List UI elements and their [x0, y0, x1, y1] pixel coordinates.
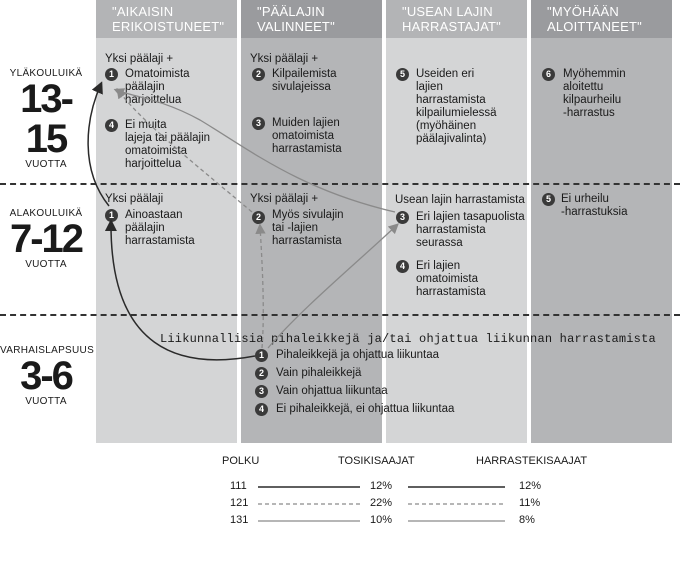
lower-item: Vain pihaleikkejä — [276, 367, 362, 379]
path-number-badge: 5 — [542, 193, 555, 206]
age-label-7-12: ALAKOULUIKÄ 7-12 VUOTTA — [9, 208, 83, 270]
legend-hobby-value: 12% — [519, 480, 542, 492]
path-number-badge: 1 — [105, 209, 118, 222]
legend-comp-value: 22% — [370, 497, 393, 509]
lower-item: Pihaleikkejä ja ohjattua liikuntaa — [276, 349, 440, 361]
middle-c3-item: Eri lajien omatoimista harrastamista — [416, 260, 486, 298]
path-number-badge: 3 — [252, 117, 265, 130]
middle-c2-heading: Yksi päälaji + — [250, 193, 319, 205]
column-header-main: "PÄÄLAJIN VALINNEET" — [241, 0, 382, 38]
column-header-early: "AIKAISIN ERIKOISTUNEET" — [96, 0, 237, 38]
path-number-badge: 2 — [252, 68, 265, 81]
path-number-badge: 4 — [396, 260, 409, 273]
middle-c3-item: Eri lajien tasapuolista harrastamista seurassa — [416, 211, 525, 249]
upper-c1-heading: Yksi päälaji + — [105, 53, 174, 65]
legend-path-id: 121 — [230, 497, 249, 509]
middle-c2-item: Myös sivulajin tai -lajien harrastamista — [272, 209, 344, 247]
upper-c4-item: Myöhemmin aloitettu kilpaurheilu -harrastus — [563, 68, 626, 119]
upper-c1-item: Ei muita lajeja tai päälajin omatoimista harjoittelua — [125, 119, 211, 170]
legend-path-id: 111 — [230, 480, 247, 492]
path-number-badge: 6 — [542, 68, 555, 81]
column-header-late: "MYÖHÄÄN ALOITTANEET" — [531, 0, 672, 38]
path-number-badge: 3 — [396, 211, 409, 224]
legend-hobby-value: 8% — [519, 514, 535, 526]
path-number-badge: 1 — [105, 68, 118, 81]
upper-c1-item: Omatoimista päälajin harjoittelua — [125, 68, 190, 106]
upper-c2-item: Muiden lajien omatoimista harrastamista — [272, 117, 342, 155]
path-number-badge: 2 — [252, 211, 265, 224]
legend-path-id: 131 — [230, 514, 249, 526]
legend-header-competitive: TOSIKISAAJAT — [338, 455, 415, 467]
middle-c1-item: Ainoastaan päälajin harrastamista — [125, 209, 195, 247]
middle-c3-heading: Usean lajin harrastamista — [395, 194, 525, 206]
path-number-badge: 4 — [255, 403, 268, 416]
row-divider-lower — [0, 314, 680, 316]
lower-heading: Liikunnallisia pihaleikkejä ja/tai ohjattua liikunnan harrastamista — [160, 332, 656, 346]
path-number-badge: 1 — [255, 349, 268, 362]
middle-c1-heading: Yksi päälaji — [105, 193, 164, 205]
legend-comp-value: 12% — [370, 480, 393, 492]
row-divider-upper — [0, 183, 680, 185]
upper-c2-item: Kilpailemista sivulajeissa — [272, 68, 337, 93]
path-number-badge: 5 — [396, 68, 409, 81]
upper-c3-item: Useiden eri lajien harrastamista kilpailumielessä (myöhäinen päälajivalinta) — [416, 68, 497, 145]
upper-c2-heading: Yksi päälaji + — [250, 53, 319, 65]
legend-hobby-value: 11% — [519, 497, 541, 509]
path-number-badge: 2 — [255, 367, 268, 380]
path-number-badge: 3 — [255, 385, 268, 398]
lower-item: Vain ohjattua liikuntaa — [276, 385, 388, 397]
path-number-badge: 4 — [105, 119, 118, 132]
lower-item: Ei pihaleikkejä, ei ohjattua liikuntaa — [276, 403, 455, 415]
legend-comp-value: 10% — [370, 514, 393, 526]
legend-header-hobby: HARRASTEKISAAJAT — [476, 455, 588, 467]
column-header-multi: "USEAN LAJIN HARRASTAJAT" — [386, 0, 527, 38]
column-late-starters — [531, 0, 672, 443]
middle-c4-item: Ei urheilu -harrastuksia — [561, 193, 628, 218]
age-label-13-15: YLÄKOULUIKÄ 13-15 VUOTTA — [9, 68, 83, 170]
legend-header-path: POLKU — [222, 455, 260, 467]
age-label-3-6: VARHAISLAPSUUS 3-6 VUOTTA — [0, 345, 95, 407]
